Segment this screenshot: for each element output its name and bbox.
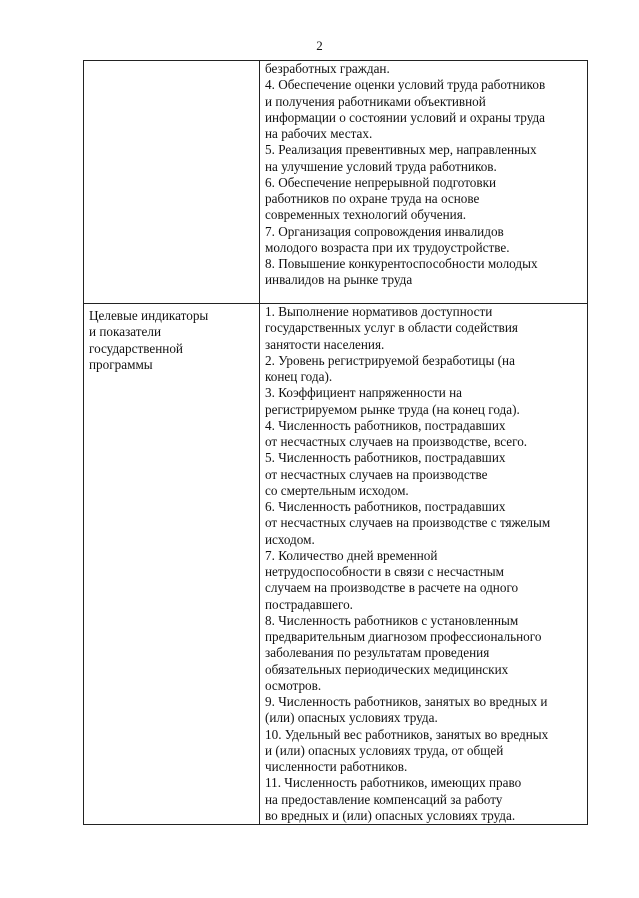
text-line: работников по охране труда на основе (265, 191, 480, 206)
text-line: 6. Обеспечение непрерывной подготовки (265, 174, 497, 190)
text-line: регистрируемом рынке труда (на конец года). (265, 401, 520, 417)
text-line: занятости населения. (265, 336, 385, 352)
row-content-cell (260, 61, 588, 304)
text-line: государственных услуг в области содействия (265, 320, 518, 336)
text-line: обязательных периодических медицинских (265, 661, 509, 677)
text-line: 3. Коэффициент напряженности на (265, 385, 462, 401)
table-row (84, 61, 588, 304)
text-line: осмотров. (265, 677, 322, 693)
page-number: 2 (316, 38, 323, 53)
text-line: безработных граждан. (265, 61, 390, 76)
text-line: на предоставление компенсаций за работу (265, 791, 503, 807)
text-line: от несчастных случаев на производстве (265, 466, 488, 482)
text-line: от несчастных случаев на производстве с тяжелым (265, 515, 551, 531)
text-line: случаем на производстве в расчете на одного (265, 580, 519, 596)
text-line: информации о состоянии условий и охраны труда (265, 109, 546, 125)
text-line: со смертельным исходом. (265, 482, 409, 498)
text-line: конец года). (265, 369, 333, 384)
text-line: от несчастных случаев на производстве, всего. (265, 434, 528, 449)
text-line: во вредных и (или) опасных условиях труда. (265, 807, 516, 823)
text-line: 7. Количество дней временной (265, 547, 438, 563)
text-line: заболевания по результатам проведения (265, 645, 490, 661)
text-line: 5. Численность работников, пострадавших (265, 450, 506, 466)
row-content-cell (260, 304, 588, 825)
row-label-cell (84, 61, 260, 304)
text-line: 8. Повышение конкурентоспособности молодых (265, 256, 538, 271)
text-line: 4. Численность работников, пострадавших (265, 417, 506, 433)
text-line: на рабочих местах. (265, 126, 373, 141)
text-line: на улучшение условий труда работников. (265, 158, 497, 174)
text-line: 10. Удельный вес работников, занятых во вредных (265, 726, 549, 742)
text-line: пострадавшего. (265, 596, 353, 612)
text-line: 5. Реализация превентивных мер, направленных (265, 142, 537, 158)
text-line: 6. Численность работников, пострадавших (265, 499, 506, 514)
table-row (84, 304, 588, 825)
text-line: 4. Обеспечение оценки условий труда работников (265, 77, 546, 93)
text-line: современных технологий обучения. (265, 207, 467, 223)
text-line: 1. Выполнение нормативов доступности (265, 304, 493, 319)
text-line: 9. Численность работников, занятых во вредных и (265, 694, 548, 709)
text-line: программы (89, 356, 153, 372)
text-line: и (или) опасных условиях труда, от общей (265, 742, 504, 758)
text-line: Целевые индикаторы (89, 308, 209, 323)
text-line: и получения работниками объективной (265, 93, 486, 109)
text-line: предварительным диагнозом профессионального (265, 629, 542, 644)
text-line: 2. Уровень регистрируемой безработицы (на (265, 352, 515, 368)
text-line: 11. Численность работников, имеющих право (265, 775, 522, 791)
text-line: 7. Организация сопровождения инвалидов (265, 223, 504, 239)
text-line: государственной (89, 340, 183, 356)
text-line: численности работников. (265, 759, 408, 774)
text-line: инвалидов на рынке труда (265, 272, 413, 288)
program-passport-table (83, 60, 588, 825)
text-line: и показатели (89, 324, 162, 340)
text-line: 8. Численность работников с установленным (265, 612, 519, 628)
text-line: молодого возраста при их трудоустройстве. (265, 239, 510, 255)
text-line: (или) опасных условиях труда. (265, 710, 438, 726)
row-label-cell (84, 304, 260, 825)
text-line: исходом. (265, 531, 315, 547)
text-line: нетрудоспособности в связи с несчастным (265, 564, 504, 579)
